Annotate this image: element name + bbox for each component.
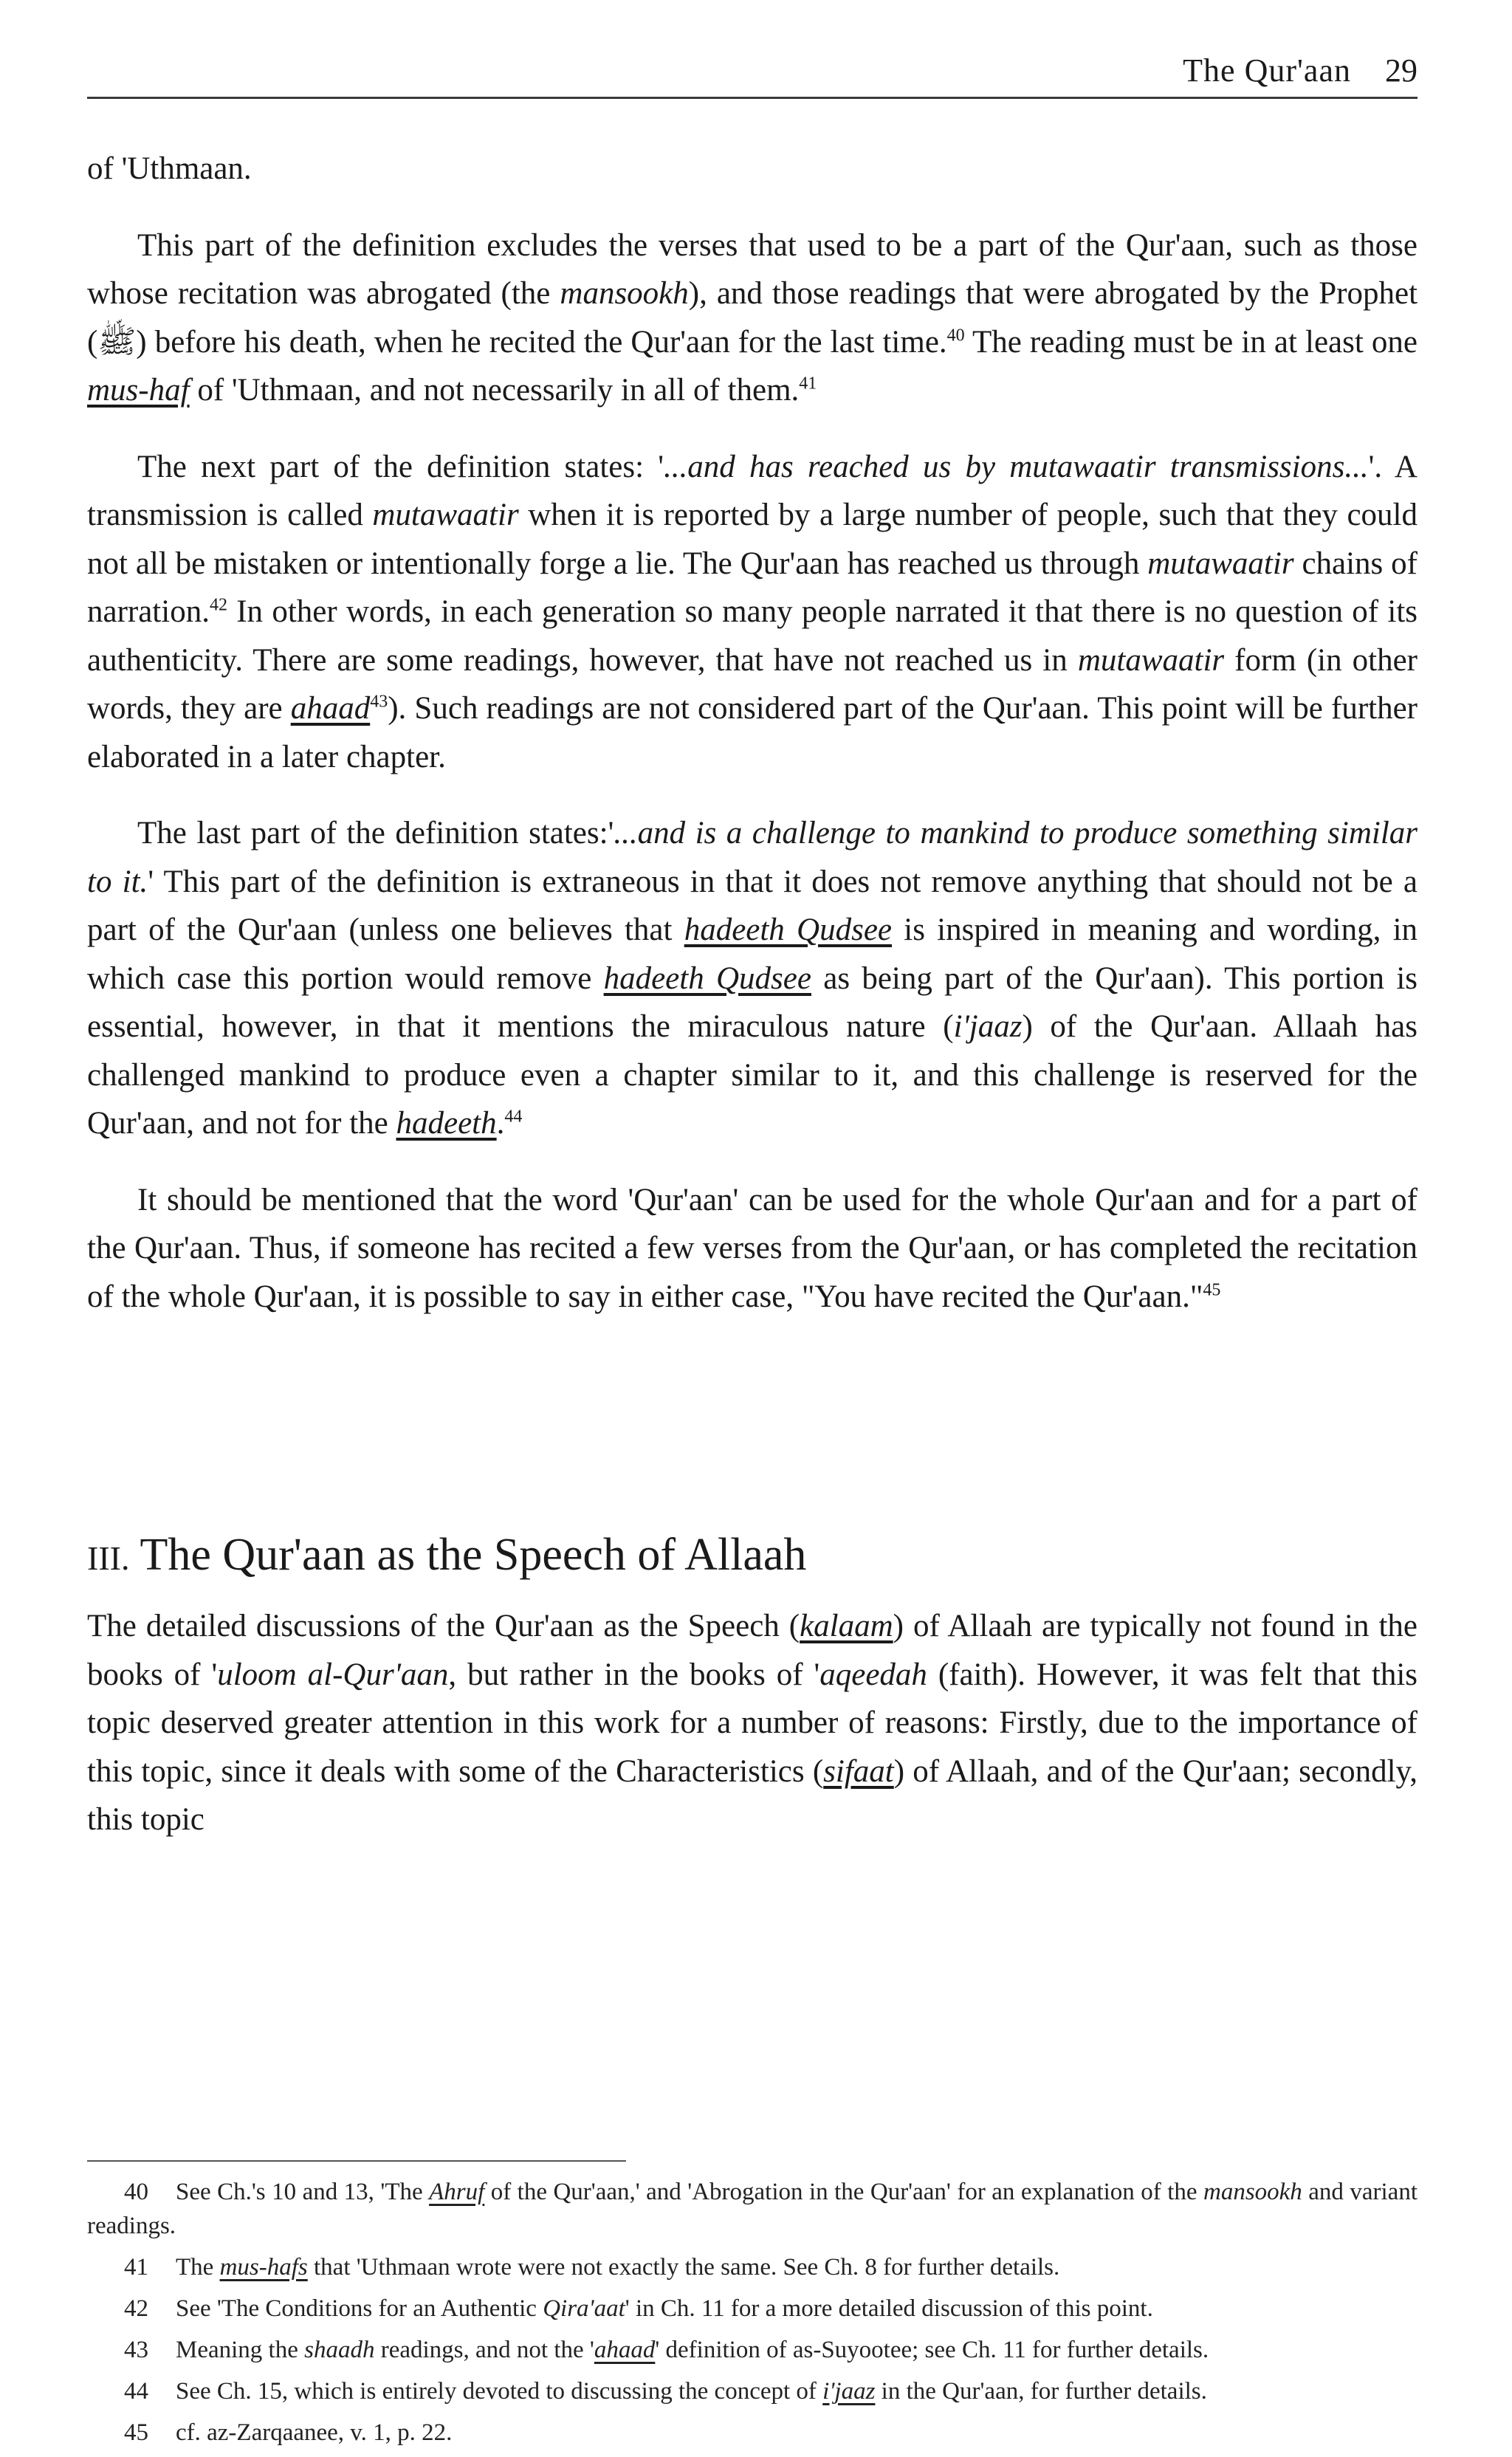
section-heading xyxy=(87,1525,1418,1588)
footnote-ref[interactable]: 40 xyxy=(946,326,965,346)
term: i'jaaz xyxy=(822,2378,876,2405)
term: mansookh xyxy=(1203,2179,1302,2205)
text-run: It should be mentioned that the word 'Qur'aan' can be used for the whole Qur'aan and for a part of the Qur'aan. Thus, if someone has recited a few verses from the Qur'aan, or has completed the recitation of the whole Qur'aan, it is possible to say in either case, "You have recited the Qur'aan." xyxy=(87,1182,1418,1314)
footnote-41 xyxy=(87,2250,1418,2284)
footnote-number: 43 xyxy=(124,2337,148,2363)
term: ahaad xyxy=(594,2337,656,2363)
text-run: This part of the definition excludes the verses that used to be a part of the Qur'aan, such as those whose recitation was abrogated (the xyxy=(87,227,1418,311)
text-run: , but rather in the books of ' xyxy=(448,1657,820,1692)
footnote-ref[interactable]: 42 xyxy=(209,595,227,615)
section-body xyxy=(87,1602,1418,1844)
main-text xyxy=(87,145,1418,1321)
paragraph-1 xyxy=(87,221,1418,415)
text-run: when it is reported by a large number of people, such that they could not all be mistaken or intentionally forge a lie. The Qur'aan has reached us through xyxy=(87,498,1418,581)
text-run: The last part of the definition states:' xyxy=(137,816,614,850)
text-run: ' This part of the definition is extraneous in that it does not remove anything that should not be a part of the Qur'aan (unless one believes that xyxy=(87,864,1418,947)
text-run: Meaning the xyxy=(176,2337,305,2363)
text-run: ' in Ch. 11 for a more detailed discussion of this point. xyxy=(625,2295,1153,2322)
text-run: readings, and not the ' xyxy=(374,2337,594,2363)
header-rule xyxy=(87,97,1418,99)
section-number: III. xyxy=(87,1539,130,1577)
term-ahaad: ahaad xyxy=(290,691,371,726)
term-mutawaatir: mutawaatir xyxy=(1147,546,1294,581)
term-hadeeth-qudsee: hadeeth Qudsee xyxy=(684,913,893,947)
term-kalaam: kalaam xyxy=(800,1609,893,1643)
term-uloom-al-quraan: uloom al-Qur'aan xyxy=(217,1657,449,1692)
footnote-number: 40 xyxy=(124,2179,148,2205)
book-page xyxy=(87,0,1418,2446)
text-run: ) of Allaah are typically not found in the books of ' xyxy=(87,1609,1418,1692)
term-ijaaz: i'jaaz xyxy=(953,1009,1023,1044)
text-run: See Ch.'s 10 and 13, 'The xyxy=(176,2179,430,2205)
text-run: as being part of the Qur'aan). This portion is essential, however, in that it mentions the miraculous nature ( xyxy=(87,961,1418,1044)
footnote-rule xyxy=(87,2160,626,2162)
footnote-number: 44 xyxy=(124,2378,148,2405)
footnote-number: 41 xyxy=(124,2254,148,2281)
text-run: of the Qur'aan,' and 'Abrogation in the Qur'aan' for an explanation of the xyxy=(484,2179,1203,2205)
page-number: 29 xyxy=(1385,52,1418,89)
text-run: The xyxy=(176,2254,220,2281)
text-run: The detailed discussions of the Qur'aan as the Speech ( xyxy=(87,1609,800,1643)
text-run: ' definition of as-Suyootee; see Ch. 11 for further details. xyxy=(655,2337,1209,2363)
text-run: ) of Allaah, and of the Qur'aan; secondly, this topic xyxy=(87,1753,1418,1837)
term-hadeeth: hadeeth xyxy=(396,1106,497,1141)
quoted-definition: ...and has reached us by mutawaatir transmissions... xyxy=(664,449,1369,484)
quoted-definition: ...and is a challenge to mankind to produce something similar to it. xyxy=(87,816,1418,899)
term-mus-haf: mus-haf xyxy=(87,373,190,408)
footnote-45 xyxy=(87,2416,1418,2450)
term-aqeedah: aqeedah xyxy=(819,1657,927,1692)
text-run: that 'Uthmaan wrote were not exactly the same. See Ch. 8 for further details. xyxy=(307,2254,1060,2281)
term: Ahruf xyxy=(429,2179,485,2205)
footnote-ref[interactable]: 41 xyxy=(799,374,817,394)
term-mutawaatir: mutawaatir xyxy=(372,498,519,532)
text-run: '. A transmission is called xyxy=(87,449,1418,532)
text-run: See 'The Conditions for an Authentic xyxy=(176,2295,543,2322)
text-run: is inspired in meaning and wording, in which case this portion would remove xyxy=(87,913,1418,996)
text-run: In other words, in each generation so many people narrated it that there is no question of its authenticity. There are some readings, however, that have not reached us in xyxy=(87,594,1418,678)
text-run: (faith). However, it was felt that this topic deserved greater attention in this work for a number of reasons: Firstly, due to the importance of this topic, since it deals with some of the Characteristics ( xyxy=(87,1657,1418,1789)
footnote-ref[interactable]: 44 xyxy=(504,1107,523,1127)
footnote-42 xyxy=(87,2292,1418,2326)
paragraph-3 xyxy=(87,809,1418,1148)
text-run: cf. az-Zarqaanee, v. 1, p. 22. xyxy=(176,2419,453,2446)
text-run: ) of the Qur'aan. Allaah has challenged mankind to produce even a chapter similar to it, and this challenge is reserved for the Qur'aan, and not for the xyxy=(87,1009,1418,1141)
running-header xyxy=(87,46,1418,99)
text-run: . xyxy=(496,1106,505,1141)
section-title: The Qur'aan as the Speech of Allaah xyxy=(140,1530,807,1580)
footnote-ref[interactable]: 43 xyxy=(370,692,388,712)
footnote-43 xyxy=(87,2333,1418,2367)
footnotes xyxy=(87,2175,1418,2457)
text-run: in the Qur'aan, for further details. xyxy=(875,2378,1207,2405)
term-sifaat: sifaat xyxy=(823,1753,894,1789)
text-run: ), and those readings that were abrogated by the Prophet (ﷺ) before his death, when he recited the Qur'aan for the last time. xyxy=(87,276,1418,360)
text-run: The reading must be in at least one xyxy=(964,324,1418,360)
footnote-40 xyxy=(87,2175,1418,2243)
text-run: and variant readings. xyxy=(87,2179,1418,2239)
term-hadeeth-qudsee: hadeeth Qudsee xyxy=(603,961,811,996)
paragraph-continuation: of 'Uthmaan. xyxy=(87,151,252,186)
text-run: form (in other words, they are xyxy=(87,642,1418,726)
term-mansookh: mansookh xyxy=(560,276,689,311)
footnote-number: 42 xyxy=(124,2295,148,2322)
footnote-ref[interactable]: 45 xyxy=(1203,1280,1221,1300)
paragraph-4 xyxy=(87,1176,1418,1322)
text-run: See Ch. 15, which is entirely devoted to discussing the concept of xyxy=(176,2378,823,2405)
term: shaadh xyxy=(304,2337,375,2363)
text-run: The next part of the definition states: ' xyxy=(137,449,664,484)
term: mus-hafs xyxy=(219,2254,308,2281)
running-title: The Qur'aan xyxy=(1183,52,1351,89)
paragraph-2 xyxy=(87,443,1418,782)
term-mutawaatir: mutawaatir xyxy=(1077,642,1225,678)
paragraph-5 xyxy=(87,1602,1418,1844)
text-run: ). Such readings are not considered part of the Qur'aan. This point will be further elaborated in a later chapter. xyxy=(87,691,1418,774)
text-run: of 'Uthmaan, and not necessarily in all of them. xyxy=(189,373,800,408)
term: Qira'aat xyxy=(543,2295,625,2322)
footnote-number: 45 xyxy=(124,2419,148,2446)
text-run: chains of narration. xyxy=(87,546,1418,629)
footnote-44 xyxy=(87,2374,1418,2408)
